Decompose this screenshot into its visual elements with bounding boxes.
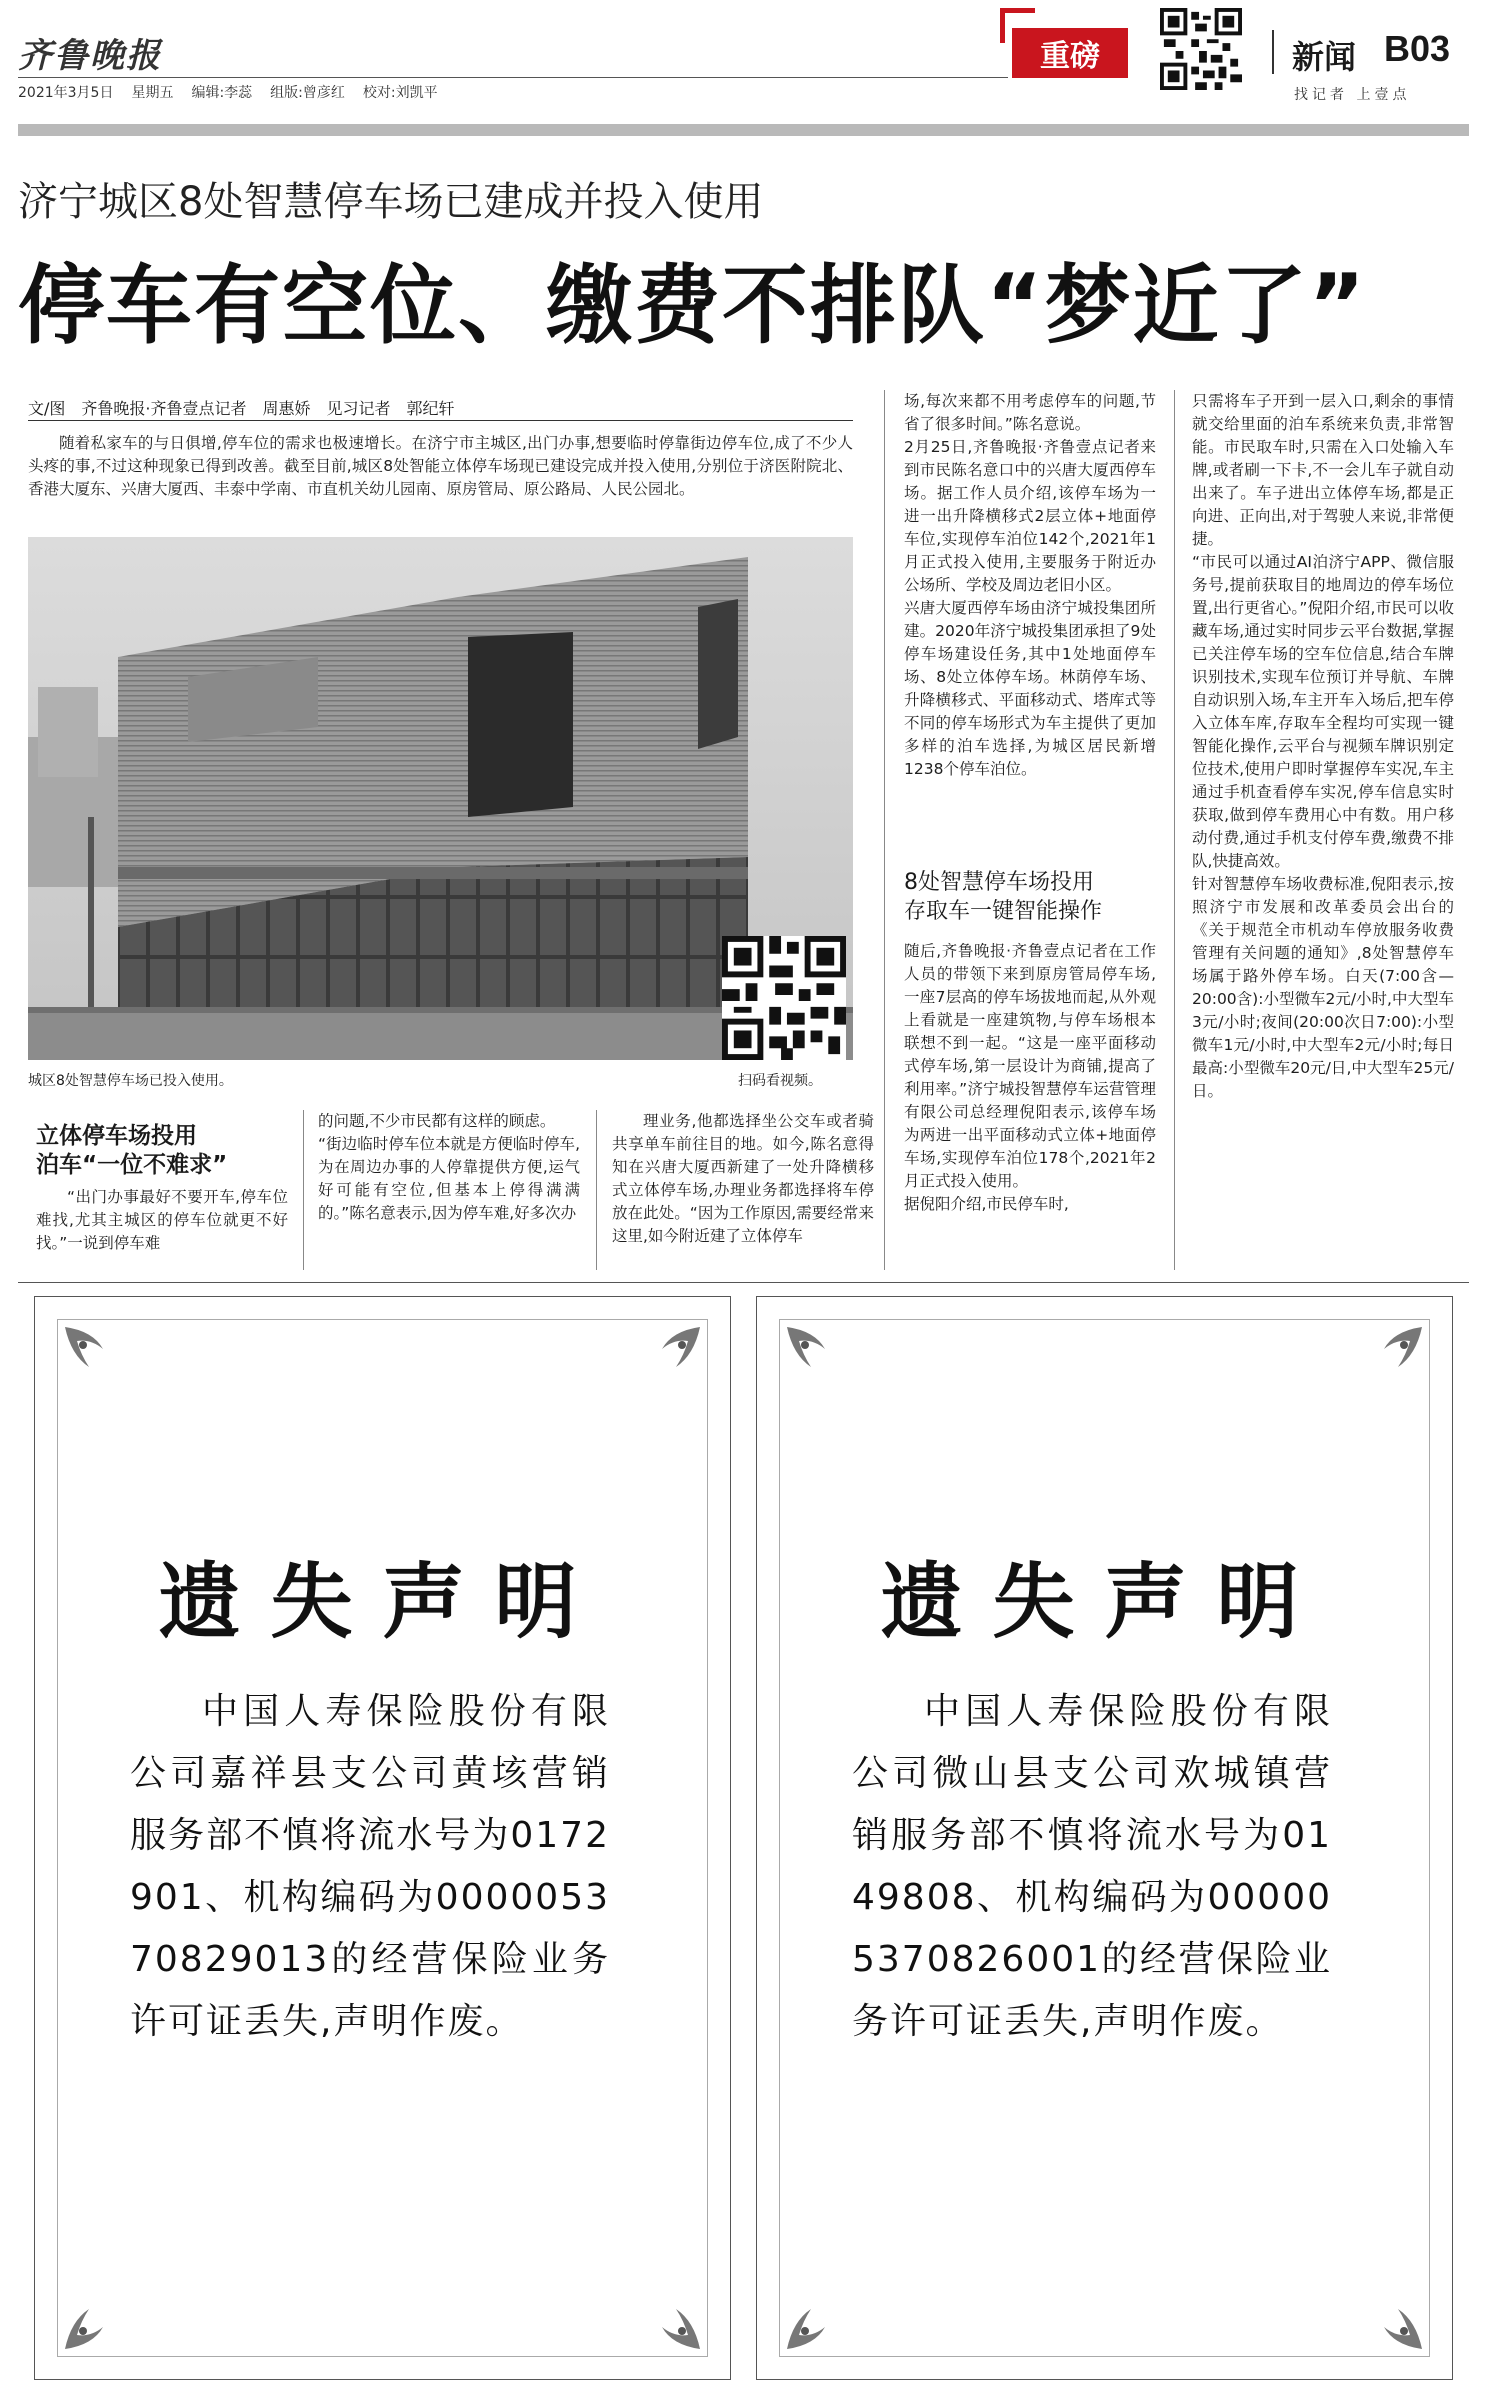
column-rule xyxy=(1174,390,1175,1270)
photo-caption: 城区8处智慧停车场已投入使用。 xyxy=(28,1073,233,1089)
column-rule xyxy=(303,1110,304,1270)
section-name: 新闻 xyxy=(1292,38,1357,76)
article-byline: 文/图 齐鲁晚报·齐鲁壹点记者 周惠娇 见习记者 郭纪轩 xyxy=(28,399,455,418)
section-subhead-1: 立体停车场投用 泊车“一位不难求” xyxy=(36,1123,228,1178)
notice-title: 遗失声明 xyxy=(158,1555,607,1650)
qr-caption: 扫码看视频。 xyxy=(738,1073,822,1089)
article-headline: 停车有空位、缴费不排队“梦近了” xyxy=(18,256,1368,356)
ornament-icon xyxy=(785,2291,845,2351)
article-column-4: 场,每次来都不用考虑停车的问题,节省了很多时间。”陈名意说。 2月25日,齐鲁晚报·齐鲁壹点记者来到市民陈名意口中的兴唐大厦西停车场。据工作人员介绍,该停车场为一进一出升降横移式2层立体+地面停车位,实现停车泊位142个,2021年1月正式投入使用,主要服务于附近办公场所、学校及周边老旧小区。 兴唐大厦西停车场由济宁城投集团所建。2020年济宁城投集团承担了9处停车场建设任务,其中1处地面停车场、8处立体停车场。林荫停车场、升降横移式、平面移动式、塔库式等不同的停车场形式为车主提供了更加多样的泊车选择,为城区居民新增1238个停车泊位。 xyxy=(904,392,1156,778)
article-column-1: “出门办事最好不要开车,停车位难找,尤其主城区的停车位就更不好找。”一说到停车难 xyxy=(36,1188,288,1252)
ornament-icon xyxy=(1364,2291,1424,2351)
ornament-icon xyxy=(1364,1325,1424,1385)
notice-body: 中国人寿保险股份有限公司微山县支公司欢城镇营销服务部不慎将流水号为0149808、机构编码为000005370826001的经营保险业务许可证丢失,声明作废。 xyxy=(852,1691,1332,2042)
issue-weekday: 星期五 xyxy=(131,85,174,101)
article-lead: 随着私家车的与日俱增,停车位的需求也极速增长。在济宁市主城区,出门办事,想要临时停靠街边停车位,成了不少人头疼的事,不过这种现象已得到改善。截至目前,城区8处智能立体停车场现已建设完成并投入使用,分别位于济医附院北、香港大厦东、兴唐大厦西、丰泰中学南、市直机关幼儿园南、原房管局、原公路局、人民公园北。 xyxy=(28,434,853,498)
byline-rule xyxy=(28,420,853,421)
issue-date: 2021年3月5日 xyxy=(18,85,114,101)
lost-notice-2 xyxy=(756,1296,1453,2380)
ornament-icon xyxy=(63,1325,123,1385)
video-qr-code-icon[interactable] xyxy=(722,936,846,1060)
section-slogan: 找记者 上壹点 xyxy=(1294,87,1411,103)
notice-title: 遗失声明 xyxy=(880,1555,1329,1650)
section-badge: 重磅 xyxy=(1012,28,1128,78)
masthead-divider xyxy=(1272,30,1274,74)
ornament-icon xyxy=(642,2291,702,2351)
column-rule xyxy=(596,1110,597,1270)
page-number: B03 xyxy=(1384,28,1451,69)
qr-code-icon[interactable] xyxy=(1160,8,1242,90)
ornament-icon xyxy=(63,2291,123,2351)
article-column-5: 随后,齐鲁晚报·齐鲁壹点记者在工作人员的带领下来到原房管局停车场,一座7层高的停车场拔地而起,从外观上看就是一座建筑物,与停车场根本联想不到一起。“这是一座平面移动式停车场,第一层设计为商铺,提高了利用率。”济宁城投智慧停车运营管理有限公司总经理倪阳表示,该停车场为两进一出平面移动式立体+地面停车场,实现停车泊位178个,2021年2月正式投入使用。 据倪阳介绍,市民停车时, xyxy=(904,942,1156,1213)
section-subhead-2: 8处智慧停车场投用 存取车一键智能操作 xyxy=(904,870,1103,924)
ornament-icon xyxy=(642,1325,702,1385)
ornament-icon xyxy=(785,1325,845,1385)
notice-body: 中国人寿保险股份有限公司嘉祥县支公司黄垓营销服务部不慎将流水号为0172901、机构编码为000005370829013的经营保险业务许可证丢失,声明作废。 xyxy=(130,1691,610,2042)
section-divider xyxy=(18,1282,1469,1283)
article-column-2: 的问题,不少市民都有这样的顾虑。 “街边临时停车位本就是方便临时停车,为在周边办事的人停靠提供方便,运气好可能有空位,但基本上停得满满的。”陈名意表示,因为停车难,好多次办 xyxy=(318,1112,580,1222)
article-column-6: 只需将车子开到一层入口,剩余的事情就交给里面的泊车系统来负责,非常智能。市民取车时,只需在入口处输入车牌,或者刷一下卡,不一会儿车子就自动出来了。车子进出立体停车场,都是正向进、正向出,对于驾驶人来说,非常便捷。 “市民可以通过AI泊济宁APP、微信服务号,提前获取目的地周边的停车场位置,出行更省心。”倪阳介绍,市民可以收藏车场,通过实时同步云平台数据,掌握已关注停车场的空车位信息,结合车牌识别技术,实现车位预订并导航、车牌自动识别入场,车主开车入场后,把车停入立体车库,存取车全程均可实现一键智能化操作,云平台与视频车牌识别定位技术,使用户即时掌握停车实况,车主通过手机查看停车实况,停车信息实时获取,做到停车费用心中有数。用户移动付费,通过手机支付停车费,缴费不排队,快捷高效。 针对智慧停车场收费标准,倪阳表示,按照济宁市发展和改革委员会出台的《关于规范全市机动车停放服务收费管理有关问题的通知》,8处智慧停车场属于路外停车场。白天(7:00含—20:00含):小型微车2元/小时,中大型车3元/小时;夜间(20:00次日7:00):小型微车1元/小时,中大型车2元/小时;每日最高:小型微车20元/日,中大型车25元/日。 xyxy=(1192,392,1454,1100)
masthead-rule xyxy=(18,77,1008,78)
editor: 编辑:李蕊 xyxy=(191,85,253,101)
dateline xyxy=(18,82,456,102)
newspaper-logo: 齐鲁晚报 xyxy=(18,36,162,76)
layout-editor: 组版:曾彦红 xyxy=(270,85,345,101)
column-rule xyxy=(884,390,885,1270)
lost-notice-1 xyxy=(34,1296,731,2380)
article-column-3: 理业务,他都选择坐公交车或者骑共享单车前往目的地。如今,陈名意得知在兴唐大厦西新建了一处升降横移式立体停车场,办理业务都选择将车停放在此处。“因为工作原因,需要经常来这里,如今附近建了立体停车 xyxy=(612,1112,874,1245)
proofreader: 校对:刘凯平 xyxy=(362,85,438,101)
article-subheadline: 济宁城区8处智慧停车场已建成并投入使用 xyxy=(18,179,764,225)
header-band xyxy=(18,124,1469,136)
